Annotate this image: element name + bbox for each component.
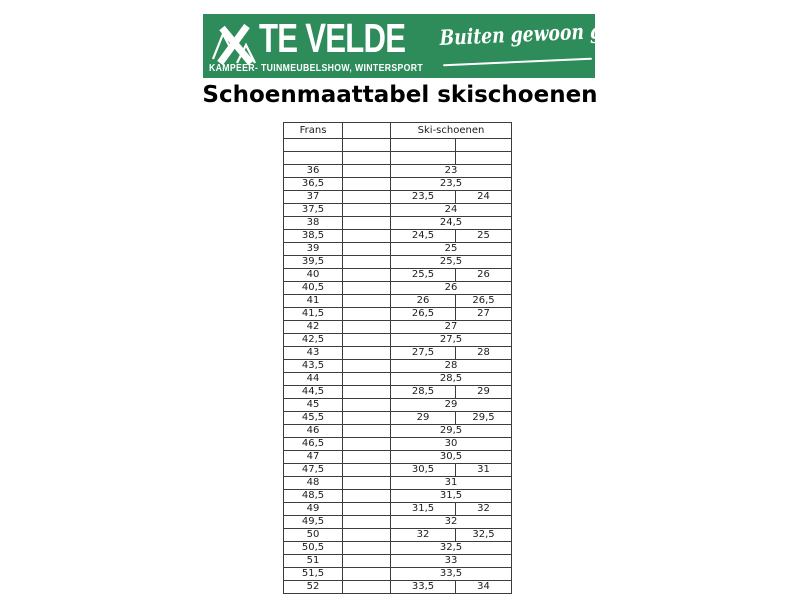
ski-size-cell: 23,5: [391, 178, 512, 191]
frans-size-cell: 43,5: [284, 360, 343, 373]
spacer-cell: [343, 191, 391, 204]
ski-size-cell: 25: [391, 243, 512, 256]
ski-size-cell: 31,5: [391, 490, 512, 503]
table-row: [284, 542, 512, 555]
frans-size-cell: 42: [284, 321, 343, 334]
ski-size-cell: 28: [391, 360, 512, 373]
spacer-cell: [343, 256, 391, 269]
frans-size-cell: 47,5: [284, 464, 343, 477]
frans-size-cell: 52: [284, 581, 343, 594]
frans-size-cell: 49: [284, 503, 343, 516]
ski-size-cell: 30: [391, 438, 512, 451]
frans-size-cell: 44,5: [284, 386, 343, 399]
frans-size-cell: 42,5: [284, 334, 343, 347]
ski-size-cell: 29,5: [391, 425, 512, 438]
table-row: [284, 425, 512, 438]
ski-size-cell-right: 34: [456, 581, 512, 594]
table-row: [284, 412, 512, 425]
table-row: [284, 347, 512, 360]
table-row: [284, 516, 512, 529]
table-row: [284, 295, 512, 308]
page-title: Schoenmaattabel skischoenen: [202, 82, 598, 108]
frans-size-cell: [284, 152, 343, 165]
spacer-cell: [343, 451, 391, 464]
ski-size-cell-right: 27: [456, 308, 512, 321]
slogan-underline: [443, 58, 592, 66]
table-row: [284, 269, 512, 282]
spacer-cell: [343, 464, 391, 477]
table-row: [284, 334, 512, 347]
table-row: [284, 139, 512, 152]
frans-size-cell: 38: [284, 217, 343, 230]
ski-size-cell-right: [456, 152, 512, 165]
spacer-cell: [343, 334, 391, 347]
ski-size-cell-right: 31: [456, 464, 512, 477]
table-row: [284, 282, 512, 295]
table-row: [284, 555, 512, 568]
spacer-cell: [343, 503, 391, 516]
ski-size-cell-left: 30,5: [391, 464, 456, 477]
table-row: [284, 438, 512, 451]
frans-size-cell: 41,5: [284, 308, 343, 321]
table-row: [284, 464, 512, 477]
spacer-cell: [343, 165, 391, 178]
table-row: [284, 568, 512, 581]
ski-size-cell: 26: [391, 282, 512, 295]
ski-size-cell-left: 27,5: [391, 347, 456, 360]
ski-size-cell-left: 31,5: [391, 503, 456, 516]
frans-size-cell: 49,5: [284, 516, 343, 529]
ski-size-cell-left: 28,5: [391, 386, 456, 399]
frans-size-cell: 50,5: [284, 542, 343, 555]
ski-size-cell-left: [391, 152, 456, 165]
frans-size-cell: 47: [284, 451, 343, 464]
ski-size-cell: 33,5: [391, 568, 512, 581]
frans-size-cell: 51: [284, 555, 343, 568]
brand-banner: [203, 14, 637, 78]
spacer-cell: [343, 139, 391, 152]
ski-size-cell: 31: [391, 477, 512, 490]
spacer-cell: [343, 321, 391, 334]
ski-size-cell-left: 26,5: [391, 308, 456, 321]
table-row: [284, 386, 512, 399]
ski-size-cell: 28,5: [391, 373, 512, 386]
spacer-cell: [343, 516, 391, 529]
spacer-cell: [343, 438, 391, 451]
ski-size-cell-right: 28: [456, 347, 512, 360]
table-row: [284, 373, 512, 386]
table-row: [284, 490, 512, 503]
frans-size-cell: 36,5: [284, 178, 343, 191]
frans-size-cell: 38,5: [284, 230, 343, 243]
brand-slogan: Buiten gewoon goed: [439, 16, 637, 50]
spacer-cell: [343, 243, 391, 256]
ski-size-cell-right: 25: [456, 230, 512, 243]
spacer-cell: [343, 399, 391, 412]
ski-size-cell: 32,5: [391, 542, 512, 555]
spacer-cell: [343, 555, 391, 568]
ski-size-cell-right: 26,5: [456, 295, 512, 308]
table-row: [284, 360, 512, 373]
ski-size-cell-left: 32: [391, 529, 456, 542]
table-row: [284, 399, 512, 412]
ski-size-cell: 33: [391, 555, 512, 568]
ski-size-cell: 29: [391, 399, 512, 412]
spacer-cell: [343, 152, 391, 165]
spacer-cell: [343, 204, 391, 217]
ski-size-cell-right: [456, 139, 512, 152]
ski-size-cell-right: 26: [456, 269, 512, 282]
ski-size-cell: 24: [391, 204, 512, 217]
ski-size-cell: 25,5: [391, 256, 512, 269]
frans-size-cell: 36: [284, 165, 343, 178]
frans-size-cell: 40: [284, 269, 343, 282]
table-header: [284, 123, 512, 139]
frans-size-cell: 45: [284, 399, 343, 412]
size-table: [283, 122, 512, 594]
spacer-cell: [343, 386, 391, 399]
table-row: [284, 165, 512, 178]
frans-size-cell: 51,5: [284, 568, 343, 581]
ski-size-cell-right: 29: [456, 386, 512, 399]
spacer-cell: [343, 295, 391, 308]
frans-size-cell: 48,5: [284, 490, 343, 503]
table-row: [284, 503, 512, 516]
spacer-cell: [343, 425, 391, 438]
ski-size-cell-left: 33,5: [391, 581, 456, 594]
spacer-cell: [343, 477, 391, 490]
brand-subtitle: KAMPEER- TUINMEUBELSHOW, WINTERSPORT: [209, 63, 424, 74]
ski-size-cell: 30,5: [391, 451, 512, 464]
ski-size-cell-right: 24: [456, 191, 512, 204]
frans-size-cell: 40,5: [284, 282, 343, 295]
frans-size-cell: 39: [284, 243, 343, 256]
ski-size-cell-left: 29: [391, 412, 456, 425]
table-row: [284, 178, 512, 191]
frans-size-cell: 46: [284, 425, 343, 438]
frans-size-cell: 50: [284, 529, 343, 542]
brand-name: TE VELDE: [259, 15, 406, 61]
table-header-row: [284, 123, 512, 139]
spacer-cell: [343, 529, 391, 542]
ski-size-cell-left: 25,5: [391, 269, 456, 282]
col-header-frans: Frans: [284, 123, 343, 139]
table-row: [284, 581, 512, 594]
spacer-cell: [343, 542, 391, 555]
table-row: [284, 321, 512, 334]
ski-size-cell-right: 32,5: [456, 529, 512, 542]
frans-size-cell: 41: [284, 295, 343, 308]
spacer-cell: [343, 347, 391, 360]
table-row: [284, 477, 512, 490]
frans-size-cell: 37: [284, 191, 343, 204]
ski-size-cell-left: 26: [391, 295, 456, 308]
frans-size-cell: 43: [284, 347, 343, 360]
table-row: [284, 230, 512, 243]
ski-size-cell-left: 24,5: [391, 230, 456, 243]
ski-size-cell-right: 32: [456, 503, 512, 516]
table-row: [284, 308, 512, 321]
table-body: [284, 139, 512, 594]
spacer-cell: [343, 490, 391, 503]
frans-size-cell: 44: [284, 373, 343, 386]
frans-size-cell: 45,5: [284, 412, 343, 425]
spacer-cell: [343, 269, 391, 282]
col-header-ski: Ski-schoenen: [391, 123, 512, 139]
ski-size-cell: 24,5: [391, 217, 512, 230]
spacer-cell: [343, 178, 391, 191]
table-row: [284, 204, 512, 217]
ski-size-cell: 27,5: [391, 334, 512, 347]
spacer-cell: [343, 581, 391, 594]
ski-size-cell: 27: [391, 321, 512, 334]
table-row: [284, 191, 512, 204]
table-row: [284, 451, 512, 464]
table-row: [284, 256, 512, 269]
ski-size-cell-left: 23,5: [391, 191, 456, 204]
table-row: [284, 243, 512, 256]
spacer-cell: [343, 308, 391, 321]
frans-size-cell: 39,5: [284, 256, 343, 269]
spacer-cell: [343, 373, 391, 386]
mountain-x-logo-icon: [210, 20, 258, 68]
spacer-cell: [343, 217, 391, 230]
ski-size-cell-right: 29,5: [456, 412, 512, 425]
spacer-cell: [343, 230, 391, 243]
frans-size-cell: 46,5: [284, 438, 343, 451]
col-header-spacer: [343, 123, 391, 139]
ski-size-cell: 23: [391, 165, 512, 178]
frans-size-cell: 48: [284, 477, 343, 490]
spacer-cell: [343, 568, 391, 581]
table-row: [284, 152, 512, 165]
ski-size-cell: 32: [391, 516, 512, 529]
table-row: [284, 529, 512, 542]
spacer-cell: [343, 360, 391, 373]
frans-size-cell: 37,5: [284, 204, 343, 217]
table-row: [284, 217, 512, 230]
frans-size-cell: [284, 139, 343, 152]
spacer-cell: [343, 282, 391, 295]
spacer-cell: [343, 412, 391, 425]
ski-size-cell-left: [391, 139, 456, 152]
